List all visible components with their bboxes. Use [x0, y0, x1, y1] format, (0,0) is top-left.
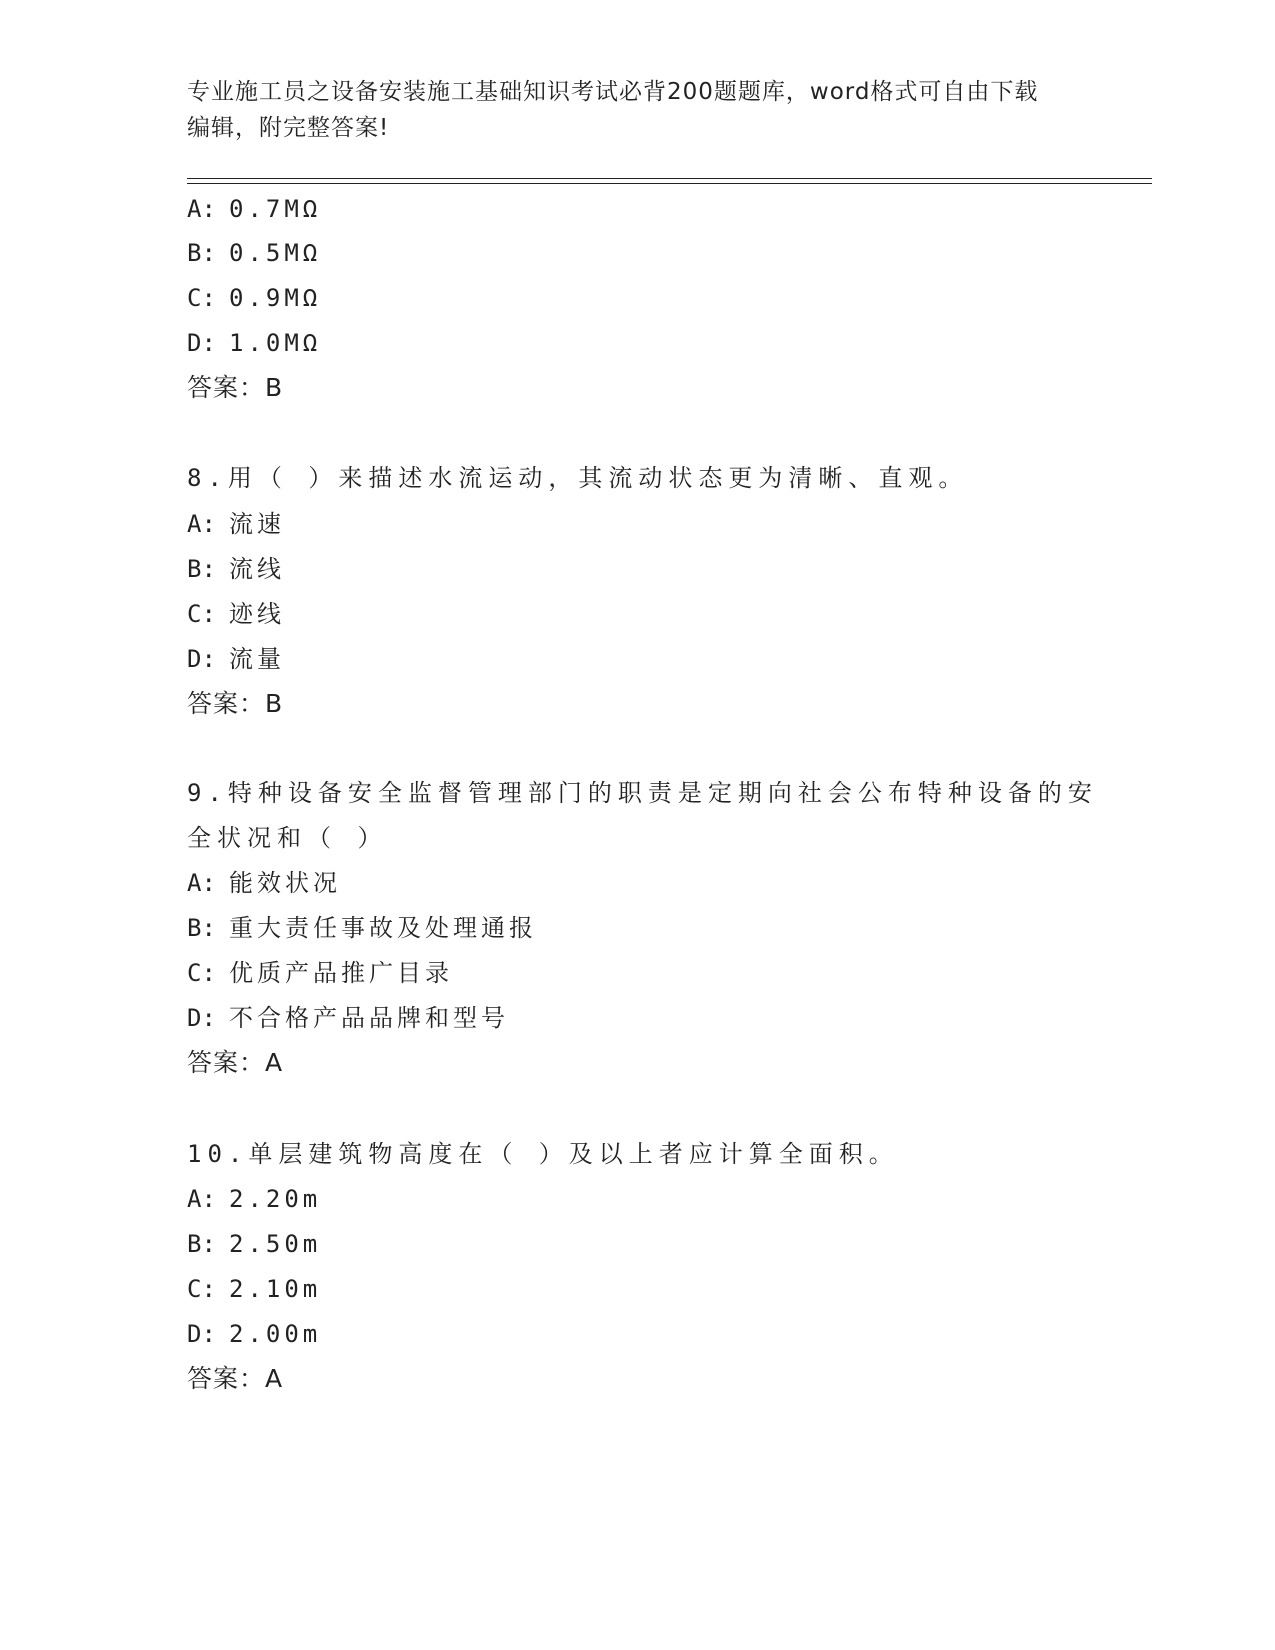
q9-option-c	[187, 958, 453, 988]
q8-answer: 答案：B	[187, 689, 284, 718]
q9-option-d	[187, 1003, 509, 1033]
option-letter: A:	[187, 1185, 216, 1213]
option-text: 重大责任事故及处理通报	[229, 914, 537, 942]
document-header	[187, 74, 1067, 146]
header-line-1: 专业施工员之设备安装施工基础知识考试必背200题题库，word格式可自由下载	[187, 79, 1039, 105]
q7-option-c	[187, 283, 321, 313]
q10-stem: 10.单层建筑物高度在（ ）及以上者应计算全面积。	[187, 1140, 899, 1168]
option-text: 流线	[229, 555, 285, 583]
q10-answer: 答案：A	[187, 1364, 284, 1393]
q10-option-b	[187, 1229, 321, 1259]
q10-option-d	[187, 1319, 321, 1349]
option-letter: C:	[187, 1275, 216, 1303]
option-text: 2.10m	[229, 1275, 322, 1303]
option-letter: B:	[187, 914, 216, 942]
q7-option-b	[187, 238, 321, 268]
option-letter: B:	[187, 1230, 216, 1258]
option-text: 不合格产品品牌和型号	[229, 1004, 509, 1032]
q8-option-b	[187, 554, 285, 584]
option-text: 2.00m	[229, 1320, 322, 1348]
q8-option-a	[187, 509, 285, 539]
option-letter: D:	[187, 645, 216, 673]
q9-answer: 答案：A	[187, 1048, 284, 1077]
option-letter: A:	[187, 195, 216, 223]
q9-option-b	[187, 913, 537, 943]
option-text: 0.9MΩ	[229, 284, 322, 312]
option-letter: D:	[187, 1320, 216, 1348]
q7-option-d	[187, 328, 321, 358]
option-text: 优质产品推广目录	[229, 959, 453, 987]
option-letter: C:	[187, 600, 216, 628]
option-text: 迹线	[229, 600, 285, 628]
q8-option-d	[187, 644, 285, 674]
q7-option-a	[187, 194, 321, 224]
option-text: 能效状况	[229, 869, 341, 897]
q9-stem-line-1: 9.特种设备安全监督管理部门的职责是定期向社会公布特种设备的安	[187, 779, 1098, 807]
option-letter: A:	[187, 510, 216, 538]
q10-option-a	[187, 1184, 321, 1214]
option-text: 2.50m	[229, 1230, 322, 1258]
option-letter: C:	[187, 284, 216, 312]
option-text: 流量	[229, 645, 285, 673]
option-letter: D:	[187, 329, 216, 357]
q7-answer: 答案：B	[187, 373, 284, 402]
header-divider-bottom	[187, 183, 1152, 184]
q10-option-c	[187, 1274, 321, 1304]
option-letter: A:	[187, 869, 216, 897]
option-letter: B:	[187, 555, 216, 583]
q9-stem-line-2: 全状况和（ ）	[187, 824, 388, 852]
option-text: 1.0MΩ	[229, 329, 322, 357]
header-divider-top	[187, 178, 1152, 179]
option-text: 0.7MΩ	[229, 195, 322, 223]
option-text: 流速	[229, 510, 285, 538]
q8-stem: 8.用（ ）来描述水流运动，其流动状态更为清晰、直观。	[187, 464, 969, 492]
q8-option-c	[187, 599, 285, 629]
header-line-2: 编辑，附完整答案!	[187, 115, 390, 141]
option-letter: C:	[187, 959, 216, 987]
option-letter: D:	[187, 1004, 216, 1032]
option-text: 2.20m	[229, 1185, 322, 1213]
option-letter: B:	[187, 239, 216, 267]
q9-option-a	[187, 868, 341, 898]
option-text: 0.5MΩ	[229, 239, 322, 267]
